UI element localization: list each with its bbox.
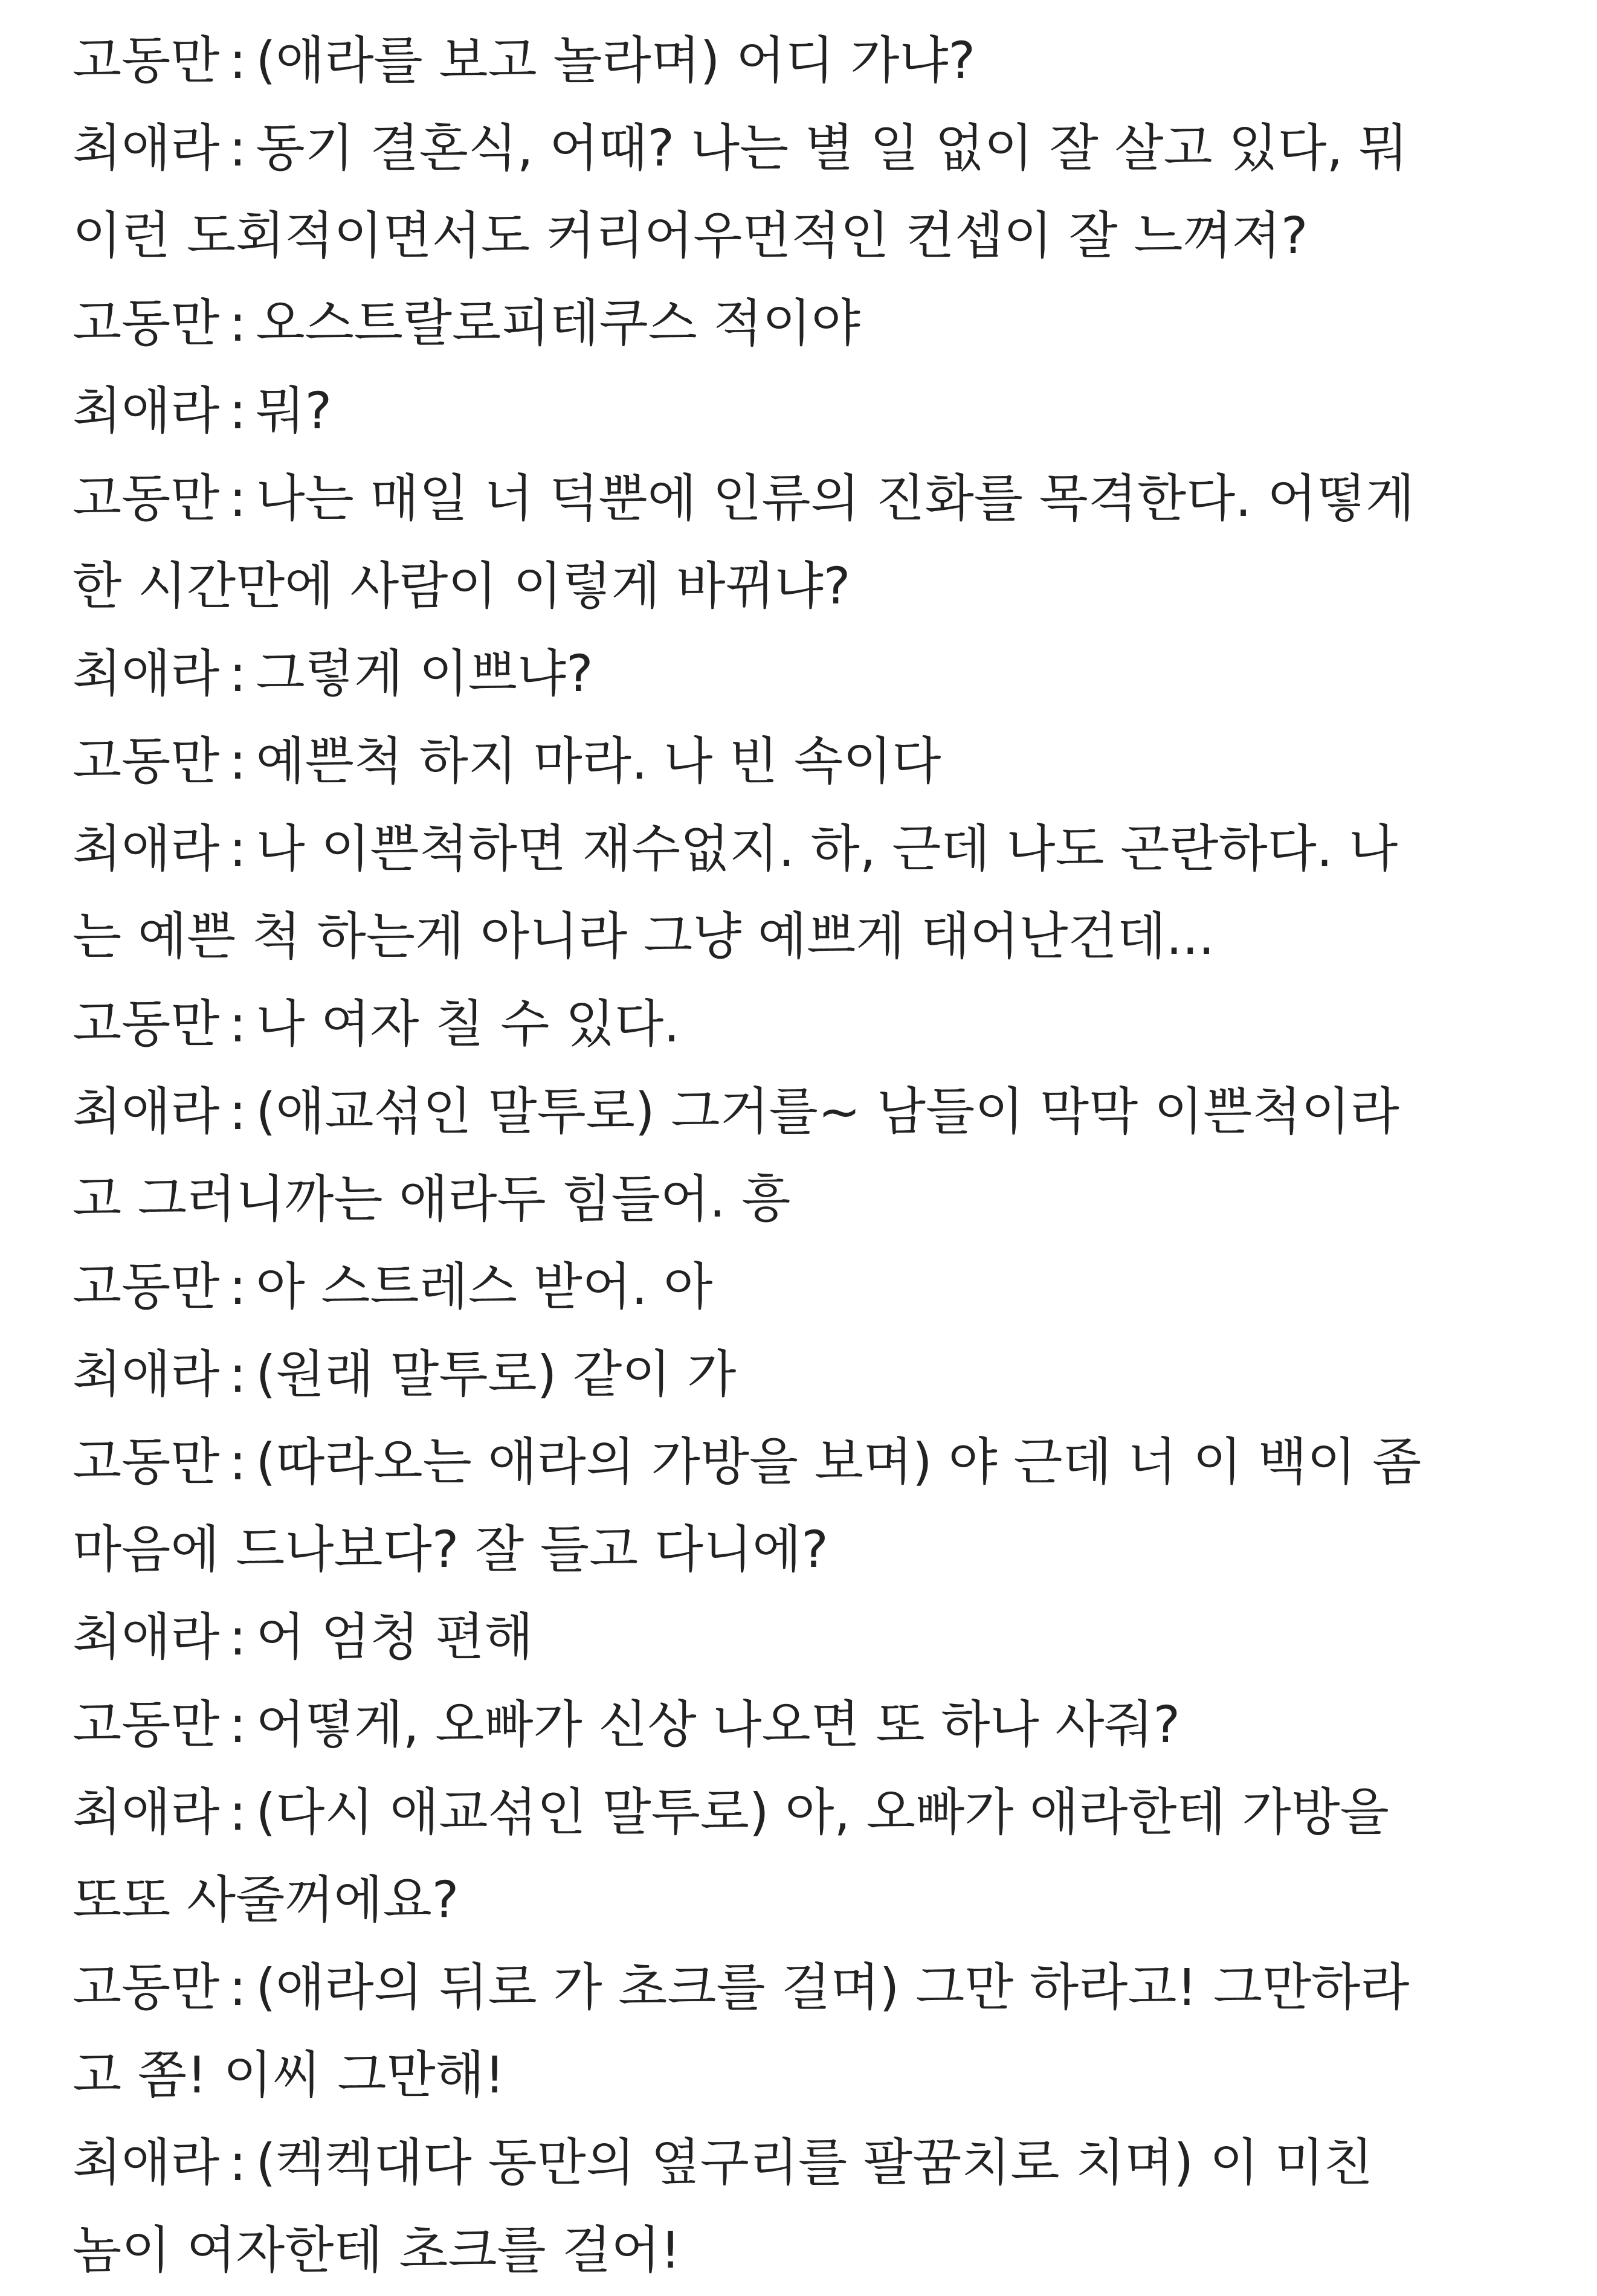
dialogue-text: (따라오는 애라의 가방을 보며) 야 근데 너 이 백이 좀 bbox=[256, 1432, 1422, 1491]
dialogue-text: (애라의 뒤로 가 초크를 걸며) 그만 하라고! 그만하라 bbox=[256, 1958, 1410, 2017]
dialogue-text: 고 그러니까는 애라두 힘들어. 흥 bbox=[73, 1169, 791, 1229]
dialogue-line bbox=[73, 280, 1571, 367]
dialogue-text: 아 스트레스 받어. 아 bbox=[256, 1257, 713, 1316]
dialogue-line bbox=[73, 805, 1571, 893]
dialogue-line bbox=[73, 1681, 1571, 1769]
dialogue-line bbox=[73, 2031, 1571, 2119]
speaker-separator: : bbox=[229, 1783, 247, 1842]
speaker-name: 최애라 bbox=[73, 1345, 220, 1404]
speaker-separator: : bbox=[229, 819, 247, 878]
speaker-name: 최애라 bbox=[73, 819, 220, 878]
dialogue-line bbox=[73, 1331, 1571, 1418]
dialogue-line bbox=[73, 1593, 1571, 1681]
dialogue-line bbox=[73, 1769, 1571, 1856]
dialogue-line bbox=[73, 542, 1571, 630]
dialogue-line bbox=[73, 2207, 1571, 2294]
speaker-name: 최애라 bbox=[73, 1607, 220, 1667]
speaker-name: 고동만 bbox=[73, 1958, 220, 2017]
speaker-separator: : bbox=[229, 31, 247, 90]
speaker-separator: : bbox=[229, 994, 247, 1053]
dialogue-line bbox=[73, 718, 1571, 805]
speaker-separator: : bbox=[229, 1695, 247, 1754]
speaker-name: 고동만 bbox=[73, 1432, 220, 1491]
dialogue-text: (켁켁대다 동만의 옆구리를 팔꿈치로 치며) 이 미친 bbox=[256, 2133, 1373, 2192]
dialogue-line bbox=[73, 192, 1571, 280]
dialogue-text: 는 예쁜 척 하는게 아니라 그냥 예쁘게 태어난건데... bbox=[73, 907, 1215, 966]
speaker-separator: : bbox=[229, 1958, 247, 2017]
speaker-separator: : bbox=[229, 469, 247, 528]
dialogue-text: 마음에 드나보다? 잘 들고 다니에? bbox=[73, 1520, 828, 1579]
dialogue-text: 나는 매일 너 덕뿐에 인류의 진화를 목격한다. 어떻게 bbox=[256, 469, 1415, 528]
dialogue-line bbox=[73, 1944, 1571, 2031]
dialogue-line bbox=[73, 1506, 1571, 1593]
dialogue-text: (애교섞인 말투로) 그거를~ 남들이 막막 이쁜척이라 bbox=[256, 1082, 1399, 1141]
speaker-name: 최애라 bbox=[73, 118, 220, 178]
speaker-name: 고동만 bbox=[73, 469, 220, 528]
dialogue-text: 어 엄청 편해 bbox=[256, 1607, 534, 1667]
dialogue-line bbox=[73, 1156, 1571, 1243]
speaker-name: 고동만 bbox=[73, 1695, 220, 1754]
speaker-separator: : bbox=[229, 1257, 247, 1316]
dialogue-line bbox=[73, 455, 1571, 542]
dialogue-text: 놈이 여자한테 초크를 걸어! bbox=[73, 2220, 681, 2280]
dialogue-line bbox=[73, 17, 1571, 105]
speaker-name: 최애라 bbox=[73, 1082, 220, 1141]
dialogue-line bbox=[73, 2119, 1571, 2207]
dialogue-line bbox=[73, 1418, 1571, 1506]
dialogue-line bbox=[73, 105, 1571, 192]
speaker-separator: : bbox=[229, 1432, 247, 1491]
dialogue-line bbox=[73, 1068, 1571, 1156]
dialogue-text: 고 쫌! 이씨 그만해! bbox=[73, 2045, 505, 2105]
speaker-name: 최애라 bbox=[73, 644, 220, 703]
dialogue-text: (다시 애교섞인 말투로) 아, 오빠가 애라한테 가방을 bbox=[256, 1783, 1389, 1842]
speaker-name: 고동만 bbox=[73, 994, 220, 1053]
speaker-name: 고동만 bbox=[73, 1257, 220, 1316]
dialogue-text: 그렇게 이쁘냐? bbox=[256, 644, 593, 703]
speaker-name: 최애라 bbox=[73, 2133, 220, 2192]
speaker-separator: : bbox=[229, 732, 247, 791]
dialogue-text: 뭐? bbox=[256, 381, 332, 440]
speaker-separator: : bbox=[229, 1345, 247, 1404]
dialogue-line bbox=[73, 1856, 1571, 1944]
speaker-name: 고동만 bbox=[73, 732, 220, 791]
speaker-separator: : bbox=[229, 1082, 247, 1141]
speaker-separator: : bbox=[229, 644, 247, 703]
speaker-name: 최애라 bbox=[73, 1783, 220, 1842]
speaker-name: 고동만 bbox=[73, 294, 220, 353]
dialogue-text: 또또 사줄꺼에요? bbox=[73, 1870, 459, 1929]
dialogue-text: 동기 결혼식, 어때? 나는 별 일 없이 잘 살고 있다, 뭐 bbox=[256, 118, 1408, 178]
dialogue-line bbox=[73, 630, 1571, 718]
speaker-separator: : bbox=[229, 2133, 247, 2192]
speaker-separator: : bbox=[229, 118, 247, 178]
dialogue-text: (애라를 보고 놀라며) 어디 가냐? bbox=[256, 31, 976, 90]
dialogue-line bbox=[73, 367, 1571, 455]
dialogue-text: 오스트랄로피테쿠스 적이야 bbox=[256, 294, 860, 353]
dialogue-text: 이런 도회적이면서도 커리어우먼적인 컨셉이 잘 느껴져? bbox=[73, 206, 1308, 265]
speaker-name: 고동만 bbox=[73, 31, 220, 90]
dialogue-text: (원래 말투로) 같이 가 bbox=[256, 1345, 737, 1404]
dialogue-line bbox=[73, 893, 1571, 980]
dialogue-text: 나 이쁜척하면 재수없지. 하, 근데 나도 곤란하다. 나 bbox=[256, 819, 1398, 878]
dialogue-line bbox=[73, 980, 1571, 1068]
speaker-separator: : bbox=[229, 381, 247, 440]
dialogue-text: 나 여자 칠 수 있다. bbox=[256, 994, 680, 1053]
speaker-name: 최애라 bbox=[73, 381, 220, 440]
dialogue-line bbox=[73, 1243, 1571, 1331]
speaker-separator: : bbox=[229, 294, 247, 353]
dialogue-text: 한 시간만에 사람이 이렇게 바뀌냐? bbox=[73, 556, 851, 616]
dialogue-text: 어떻게, 오빠가 신상 나오면 또 하나 사줘? bbox=[256, 1695, 1181, 1754]
speaker-separator: : bbox=[229, 1607, 247, 1667]
dialogue-text: 예쁜척 하지 마라. 나 빈 속이다 bbox=[256, 732, 941, 791]
